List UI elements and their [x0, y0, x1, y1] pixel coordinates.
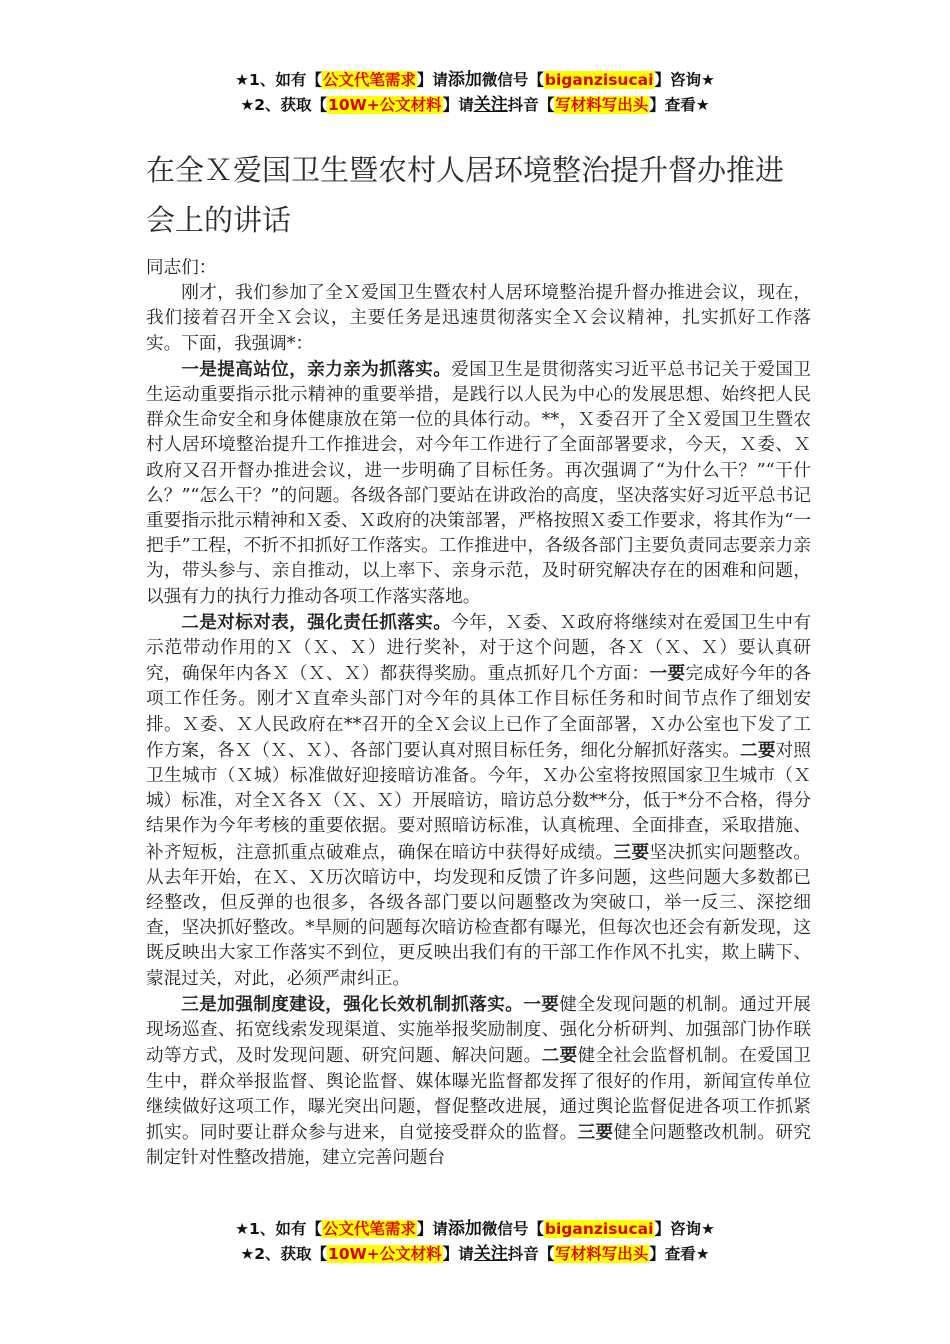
point-label: 二要	[541, 1045, 578, 1067]
promo-highlight: 公文代笔需求	[322, 1220, 416, 1238]
promo-line-2	[0, 1242, 950, 1267]
promo-line-2	[0, 93, 950, 118]
point-label: 三要	[577, 1121, 614, 1143]
promo-text: ★2、获取【	[240, 96, 328, 114]
promo-highlight: biganzisucai	[544, 71, 654, 89]
promo-text: 】请	[442, 1245, 474, 1263]
promo-text: 】查看★	[649, 96, 710, 114]
document-title: 在全Ｘ爱国卫生暨农村人居环境整治提升督办推进会上的讲话	[146, 153, 785, 237]
section-1-paragraph	[146, 357, 811, 610]
promo-text: 】查看★	[649, 1245, 710, 1263]
promo-text: 】请	[416, 1220, 448, 1238]
promo-highlight: 10W+公文材料	[328, 96, 442, 114]
point-text: 健全社会监督机制。在爱国卫生中，群众举报监督、舆论监督、媒体曝光监督都发挥了很好的作用，新闻宣传单位继续做好这项工作，曝光突出问题，督促整改进展，通过舆论监督促进各项工作抓紧抓实。同时要让群众参与进来，自觉接受群众的监督。	[146, 1046, 811, 1143]
promo-emphasis: 关注	[473, 95, 508, 115]
salutation: 同志们：	[146, 258, 217, 278]
promo-text: ★2、获取【	[240, 1245, 328, 1263]
promo-emphasis: 添加	[447, 1219, 482, 1239]
promo-highlight: 写材料写出头	[555, 96, 649, 114]
section-1-text: 爱国卫生是贯彻落实习近平总书记关于爱国卫生运动重要指示批示精神的重要举措，是践行以人民为中心的发展思想、始终把人民群众生命安全和身体健康放在第一位的具体行动。**，Ｘ委召开了全Ｘ爱国卫生暨农村人居环境整治提升工作推进会，对今年工作进行了全面部署要求，今天，Ｘ委、Ｘ政府又召开督办推进会议，进一步明确了目标任务。再次强调了“为什么干？”“干什么？”“怎么干？”的问题。各级各部门要站在讲政治的高度，坚决落实好习近平总书记重要指示批示精神和Ｘ委、Ｘ政府的决策部署，严格按照Ｘ委工作要求，将其作为“一把手”工程，不折不扣抓好工作落实。工作推进中，各级各部门主要负责同志要亲力亲为，带头参与、亲自推动，以上率下、亲身示范，及时研究解决存在的困难和问题，以强有力的执行力推动各项工作落实落地。	[146, 359, 811, 607]
promo-emphasis: 关注	[473, 1244, 508, 1264]
point-text: 健全发现问题的机制。通过开展现场巡查、拓宽线索发现渠道、实施举报奖励制度、强化分析研判、加强部门协作联动等方式，及时发现问题、研究问题、解决问题。	[146, 994, 811, 1067]
point-label: 三要	[613, 841, 650, 863]
promo-banner-bottom	[0, 1217, 950, 1267]
promo-line-1	[0, 68, 950, 93]
promo-emphasis: 添加	[447, 70, 482, 90]
promo-text: 抖音【	[507, 96, 555, 114]
point-text: 坚决抓实问题整改。从去年开始，在Ｘ、Ｘ历次暗访中，均发现和反馈了许多问题，这些问题大多数都已经整改，但反弹的也很多，各级各部门要以问题整改为突破口，举一反三、深挖细查，坚决抓好整改。*旱厕的问题每次暗访检查都有曝光，但每次也还会有新发现，这既反映出大家工作落实不到位，更反映出我们有的干部工作作风不扎实，欺上瞒下、蒙混过关，对此，必须严肃纠正。	[146, 842, 811, 989]
section-3-heading: 三是加强制度建设，强化长效机制抓落实。	[181, 993, 524, 1015]
point-text: 健全问题整改机制。研究制定针对性整改措施，建立完善问题台	[146, 1122, 811, 1169]
intro-paragraph: 刚才，我们参加了全Ｘ爱国卫生暨农村人居环境整治提升督办推进会议，现在，我们接着召开全Ｘ会议，主要任务是迅速贯彻落实全Ｘ会议精神，扎实抓好工作落实。下面，我强调*：	[146, 283, 811, 354]
section-3-paragraph	[146, 992, 811, 1171]
promo-line-1	[0, 1217, 950, 1242]
document-body	[146, 256, 811, 1171]
section-1-heading: 一是提高站位，亲力亲为抓落实。	[181, 358, 452, 380]
promo-banner-top	[0, 68, 950, 118]
promo-text: ★1、如有【	[235, 71, 322, 89]
promo-text: ★1、如有【	[235, 1220, 322, 1238]
section-2-text: 今年，Ｘ委、Ｘ政府将继续对在爱国卫生中有示范带动作用的Ｘ（Ｘ、Ｘ）进行奖补，对于这个问题，各Ｘ（Ｘ、Ｘ）要认真研究，确保年内各Ｘ（Ｘ、Ｘ）都获得奖励。重点抓好几个方面：	[146, 612, 811, 685]
promo-highlight: 写材料写出头	[555, 1245, 649, 1263]
promo-highlight: 公文代笔需求	[322, 71, 416, 89]
promo-text: 】请	[416, 71, 448, 89]
promo-text: 】请	[442, 96, 474, 114]
promo-text: 】咨询★	[654, 1220, 715, 1238]
section-2-paragraph	[146, 610, 811, 992]
point-text: 完成好今年的各项工作任务。刚才Ｘ直牵头部门对今年的具体工作目标任务和时间节点作了细划安排。Ｘ委、Ｘ人民政府在**召开的全Ｘ会议上已作了全面部署，Ｘ办公室也下发了工作方案，各Ｘ（Ｘ、Ｘ）、各部门要认真对照目标任务，细化分解抓好落实。	[146, 664, 811, 761]
promo-highlight: 10W+公文材料	[328, 1245, 442, 1263]
promo-text: 抖音【	[507, 1245, 555, 1263]
promo-text: 微信号【	[481, 1220, 544, 1238]
promo-text: 微信号【	[481, 71, 544, 89]
point-label: 二要	[740, 739, 776, 761]
point-text: 对照卫生城市（Ｘ城）标准做好迎接暗访准备。今年，Ｘ办公室将按照国家卫生城市（Ｘ城）标准，对全Ｘ各Ｘ（Ｘ、Ｘ）开展暗访，暗访总分数**分，低于*分不合格，得分结果作为今年考核的重要依据。要对照暗访标准，认真梳理、全面排查，采取措施、补齐短板，注意抓重点破难点，确保在暗访中获得好成绩。	[146, 740, 811, 863]
point-label: 一要	[523, 993, 560, 1015]
section-2-heading: 二是对标对表，强化责任抓落实。	[181, 611, 452, 633]
promo-highlight: biganzisucai	[544, 1220, 654, 1238]
promo-text: 】咨询★	[654, 71, 715, 89]
point-label: 一要	[649, 663, 686, 685]
